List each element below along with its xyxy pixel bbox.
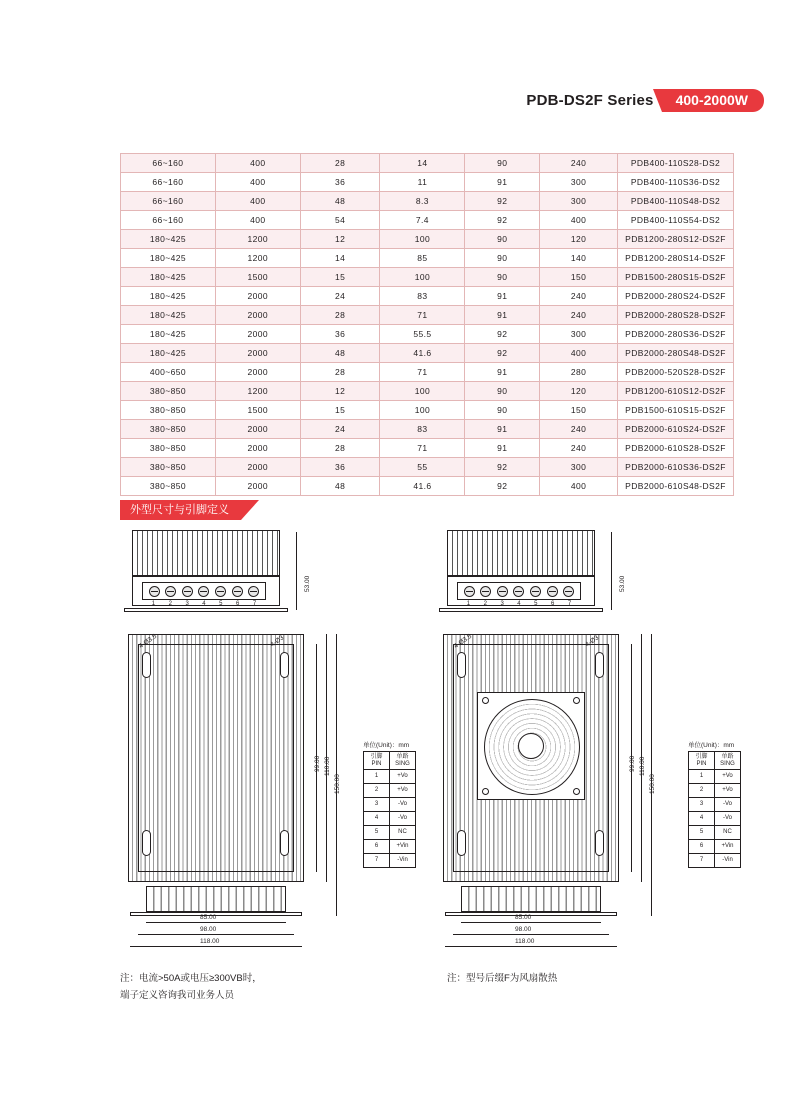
pin-header-signal-cn: 单路 (396, 753, 409, 760)
fan-hub (518, 733, 544, 759)
table-cell: 71 (380, 363, 465, 382)
table-row (121, 230, 734, 249)
table-cell: 71 (380, 439, 465, 458)
table-cell: 15 (300, 401, 380, 420)
table-row (121, 420, 734, 439)
dimension-line (138, 934, 294, 935)
table-row (121, 458, 734, 477)
table-cell: PDB1200-610S12-DS2F (617, 382, 733, 401)
table-cell: 92 (465, 477, 540, 496)
table-cell: 92 (465, 344, 540, 363)
fan-screw-icon (573, 788, 580, 795)
table-cell: 90 (465, 230, 540, 249)
table-cell: 66~160 (121, 154, 216, 173)
pin-cell: 4 (689, 812, 715, 826)
pin-number: 7 (252, 601, 257, 607)
pin-number-row-left (142, 601, 266, 607)
table-cell: 380~850 (121, 382, 216, 401)
pin-header-signal-en: SING (395, 760, 410, 767)
table-cell: PDB400-110S36-DS2 (617, 173, 733, 192)
table-cell: 400 (215, 192, 300, 211)
table-cell: 180~425 (121, 249, 216, 268)
table-cell: 55.5 (380, 325, 465, 344)
dim-height-top-left: 53.00 (304, 575, 311, 592)
table-cell: 12 (300, 230, 380, 249)
terminal-screw-icon (513, 586, 524, 597)
pin-cell: -Vin (390, 854, 416, 868)
fan-screw-icon (482, 697, 489, 704)
pin-header-pin-cn: 引脚 (370, 753, 383, 760)
pin-number: 6 (235, 601, 240, 607)
table-cell: 100 (380, 401, 465, 420)
drawing-left (120, 530, 370, 945)
pin-header-pin (689, 752, 715, 770)
pin-cell: -Vo (390, 812, 416, 826)
table-cell: 400 (540, 211, 618, 230)
pin-cell: +Vin (715, 840, 741, 854)
table-cell: 280 (540, 363, 618, 382)
table-cell: 2000 (215, 420, 300, 439)
table-cell: PDB2000-520S28-DS2F (617, 363, 733, 382)
table-cell: 83 (380, 287, 465, 306)
table-cell: 380~850 (121, 401, 216, 420)
dim-hole-left: 4-Ø3.5 (137, 632, 159, 651)
table-cell: 400 (215, 173, 300, 192)
dimension-line (461, 922, 601, 923)
table-cell: 66~160 (121, 211, 216, 230)
table-cell: 90 (465, 154, 540, 173)
dim-w3-left: 118.00 (200, 938, 220, 945)
top-view-right (435, 530, 625, 622)
table-cell: PDB1200-280S12-DS2F (617, 230, 733, 249)
table-cell: 8.3 (380, 192, 465, 211)
table-row (121, 268, 734, 287)
table-cell: 92 (465, 458, 540, 477)
pin-row (689, 840, 741, 854)
table-cell: 48 (300, 192, 380, 211)
pin-row (364, 826, 416, 840)
unit-label: 单位(Unit)：mm (688, 742, 735, 749)
table-cell: 14 (380, 154, 465, 173)
pin-cell: +Vo (715, 784, 741, 798)
pin-cell: NC (715, 826, 741, 840)
terminal-block (457, 582, 581, 600)
table-cell: PDB1200-280S14-DS2F (617, 249, 733, 268)
mounting-base (124, 608, 288, 612)
table-cell: 400 (215, 154, 300, 173)
table-cell: 240 (540, 287, 618, 306)
pin-cell: 6 (364, 840, 390, 854)
table-row (121, 249, 734, 268)
pin-header-pin (364, 752, 390, 770)
table-cell: 140 (540, 249, 618, 268)
mounting-slot (595, 830, 604, 856)
dim-w2-right: 98.00 (515, 926, 532, 933)
terminal-screw-icon (530, 586, 541, 597)
pin-row (689, 826, 741, 840)
pin-row (364, 784, 416, 798)
table-cell: 2000 (215, 344, 300, 363)
table-row (121, 363, 734, 382)
table-cell: PDB2000-610S28-DS2F (617, 439, 733, 458)
cooling-fan (477, 692, 585, 800)
table-cell: 100 (380, 382, 465, 401)
pin-cell: 6 (689, 840, 715, 854)
heatsink-fins (132, 530, 280, 576)
dim-hole-left: 4-Ø3.5 (452, 632, 474, 651)
pin-row (689, 812, 741, 826)
pin-number: 7 (567, 601, 572, 607)
front-view-right (435, 632, 656, 945)
table-cell: 91 (465, 306, 540, 325)
series-title: PDB-DS2F Series (526, 91, 654, 109)
table-cell: 400 (540, 344, 618, 363)
pin-header-pin-en: PIN (696, 760, 707, 767)
table-cell: 66~160 (121, 192, 216, 211)
table-cell: 240 (540, 439, 618, 458)
pin-cell: 5 (689, 826, 715, 840)
pin-header-pin-en: PIN (371, 760, 382, 767)
table-cell: 180~425 (121, 268, 216, 287)
terminal-screw-icon (480, 586, 491, 597)
table-row (121, 382, 734, 401)
table-cell: 180~425 (121, 230, 216, 249)
note-right: 注：型号后缀F为风扇散热 (447, 973, 558, 984)
pin-definition-table-right (688, 740, 741, 868)
pin-cell: -Vin (715, 854, 741, 868)
mounting-slot (280, 830, 289, 856)
pin-header-signal-cn: 单路 (721, 753, 734, 760)
table-cell: 380~850 (121, 477, 216, 496)
dim-w3-right: 118.00 (515, 938, 535, 945)
pin-number: 1 (466, 601, 471, 607)
terminal-screw-icon (182, 586, 193, 597)
pin-number: 3 (500, 601, 504, 607)
table-cell: 41.6 (380, 477, 465, 496)
table-cell: 380~850 (121, 439, 216, 458)
table-cell: 28 (300, 439, 380, 458)
pin-cell: 7 (689, 854, 715, 868)
table-cell: 14 (300, 249, 380, 268)
table-cell: 48 (300, 477, 380, 496)
table-cell: PDB2000-280S48-DS2F (617, 344, 733, 363)
bottom-terminal-strip (461, 886, 601, 912)
table-row (121, 154, 734, 173)
table-cell: 120 (540, 382, 618, 401)
dimension-line (296, 532, 297, 610)
pin-cell: +Vo (390, 770, 416, 784)
dim-hole-right: 4-Ø3 (269, 634, 286, 649)
table-cell: 180~425 (121, 306, 216, 325)
table-cell: 180~425 (121, 344, 216, 363)
table-cell: 24 (300, 287, 380, 306)
table-cell: PDB400-110S54-DS2 (617, 211, 733, 230)
table-cell: 15 (300, 268, 380, 287)
pin-cell: -Vo (390, 798, 416, 812)
dim-w1-right: 85.00 (515, 914, 532, 921)
table-cell: 2000 (215, 306, 300, 325)
terminal-screw-icon (547, 586, 558, 597)
pin-number: 4 (202, 601, 206, 607)
table-cell: 28 (300, 154, 380, 173)
mounting-slot (280, 652, 289, 678)
table-cell: 400 (215, 211, 300, 230)
table-row (121, 192, 734, 211)
table-row (121, 173, 734, 192)
pin-header-signal-en: SING (720, 760, 735, 767)
top-view-left (120, 530, 310, 622)
pin-cell: 5 (364, 826, 390, 840)
dim-v3-left: 150.00 (334, 774, 341, 794)
table-cell: 91 (465, 287, 540, 306)
dim-v1-left: 99.00 (314, 755, 321, 772)
power-range-badge: 400-2000W (662, 89, 764, 112)
page-header (526, 88, 764, 112)
pin-cell: 4 (364, 812, 390, 826)
table-cell: 100 (380, 268, 465, 287)
pin-number: 5 (219, 601, 223, 607)
pin-number: 4 (517, 601, 521, 607)
table-cell: PDB2000-280S24-DS2F (617, 287, 733, 306)
terminal-screw-icon (149, 586, 160, 597)
table-row (121, 325, 734, 344)
table-cell: 380~850 (121, 420, 216, 439)
table-cell: 400 (540, 477, 618, 496)
table-cell: 24 (300, 420, 380, 439)
section-heading-label: 外型尺寸与引脚定义 (120, 500, 241, 520)
table-cell: 1200 (215, 249, 300, 268)
pin-definition-table-left (363, 740, 416, 868)
pin-cell: NC (390, 826, 416, 840)
table-cell: 2000 (215, 477, 300, 496)
dimension-line (453, 934, 609, 935)
pin-number: 2 (483, 601, 487, 607)
table-row (121, 287, 734, 306)
dimension-line (130, 946, 302, 947)
dim-v1-right: 99.00 (629, 755, 636, 772)
table-cell: 1200 (215, 230, 300, 249)
table-cell: 100 (380, 230, 465, 249)
terminal-block (142, 582, 266, 600)
table-cell: PDB1500-280S15-DS2F (617, 268, 733, 287)
table-cell: 91 (465, 173, 540, 192)
table-row (121, 344, 734, 363)
table-cell: 28 (300, 306, 380, 325)
table-cell: 1500 (215, 268, 300, 287)
pin-number: 6 (550, 601, 555, 607)
pin-row (689, 798, 741, 812)
table-cell: 2000 (215, 363, 300, 382)
table-cell: 180~425 (121, 325, 216, 344)
table-row (121, 211, 734, 230)
table-cell: PDB2000-610S36-DS2F (617, 458, 733, 477)
front-view-left (120, 632, 341, 945)
table-cell: 300 (540, 192, 618, 211)
specification-table (120, 153, 734, 496)
pin-cell: 3 (689, 798, 715, 812)
pin-row (364, 770, 416, 784)
pin-header-signal (390, 752, 416, 770)
dimension-line (146, 922, 286, 923)
terminal-screw-icon (464, 586, 475, 597)
terminal-screw-icon (248, 586, 259, 597)
table-cell: 71 (380, 306, 465, 325)
table-cell: 1500 (215, 401, 300, 420)
pin-number: 1 (151, 601, 156, 607)
table-cell: 91 (465, 420, 540, 439)
pin-cell: 2 (364, 784, 390, 798)
pin-row (689, 854, 741, 868)
dim-height-top-right: 53.00 (619, 575, 626, 592)
dim-w2-left: 98.00 (200, 926, 217, 933)
table-cell: PDB2000-280S28-DS2F (617, 306, 733, 325)
table-cell: 91 (465, 439, 540, 458)
table-row (121, 439, 734, 458)
table-cell: 92 (465, 211, 540, 230)
table-cell: 83 (380, 420, 465, 439)
pin-cell: -Vo (715, 812, 741, 826)
pin-number: 3 (185, 601, 189, 607)
table-cell: PDB2000-280S36-DS2F (617, 325, 733, 344)
table-cell: 36 (300, 325, 380, 344)
unit-label: 单位(Unit)：mm (363, 742, 410, 749)
table-cell: 1200 (215, 382, 300, 401)
pin-cell: 1 (689, 770, 715, 784)
mounting-slot (142, 652, 151, 678)
table-cell: 90 (465, 401, 540, 420)
dim-v3-right: 150.00 (649, 774, 656, 794)
table-cell: 11 (380, 173, 465, 192)
pin-cell: 2 (689, 784, 715, 798)
mounting-slot (142, 830, 151, 856)
table-row (121, 401, 734, 420)
fan-screw-icon (482, 788, 489, 795)
table-cell: 54 (300, 211, 380, 230)
spec-table (120, 153, 734, 496)
dim-w1-left: 85.00 (200, 914, 217, 921)
table-cell: 120 (540, 230, 618, 249)
pin-table (688, 751, 741, 868)
section-heading-dimensions (120, 500, 241, 520)
table-cell: 36 (300, 458, 380, 477)
pin-cell: 3 (364, 798, 390, 812)
table-cell: 85 (380, 249, 465, 268)
pin-row (364, 798, 416, 812)
bottom-terminal-strip (146, 886, 286, 912)
table-cell: 300 (540, 458, 618, 477)
table-cell: 7.4 (380, 211, 465, 230)
pin-row (364, 840, 416, 854)
table-cell: 90 (465, 382, 540, 401)
terminal-screw-icon (497, 586, 508, 597)
pin-row (364, 854, 416, 868)
table-cell: 2000 (215, 325, 300, 344)
pin-header-signal (715, 752, 741, 770)
table-cell: 28 (300, 363, 380, 382)
mounting-slot (595, 652, 604, 678)
dimension-line (445, 946, 617, 947)
pin-row (689, 770, 741, 784)
table-cell: 300 (540, 173, 618, 192)
table-cell: 36 (300, 173, 380, 192)
table-cell: 380~850 (121, 458, 216, 477)
dim-v2-left: 110.00 (324, 756, 331, 776)
pin-cell: +Vo (390, 784, 416, 798)
drawing-right (435, 530, 685, 945)
pin-cell: -Vo (715, 798, 741, 812)
table-cell: PDB400-110S48-DS2 (617, 192, 733, 211)
table-cell: 12 (300, 382, 380, 401)
terminal-screw-icon (215, 586, 226, 597)
pin-cell: 1 (364, 770, 390, 784)
table-row (121, 477, 734, 496)
dim-v2-right: 110.00 (639, 756, 646, 776)
table-cell: PDB2000-610S24-DS2F (617, 420, 733, 439)
table-cell: PDB400-110S28-DS2 (617, 154, 733, 173)
terminal-screw-icon (232, 586, 243, 597)
dimension-line (611, 532, 612, 610)
table-row (121, 306, 734, 325)
pin-row (689, 784, 741, 798)
table-cell: 2000 (215, 439, 300, 458)
dim-hole-right: 4-Ø3 (584, 634, 601, 649)
table-cell: 300 (540, 325, 618, 344)
table-cell: 66~160 (121, 173, 216, 192)
table-cell: 92 (465, 192, 540, 211)
pin-number: 2 (168, 601, 172, 607)
table-cell: 92 (465, 325, 540, 344)
pin-cell: +Vin (390, 840, 416, 854)
pin-header-pin-cn: 引脚 (695, 753, 708, 760)
table-cell: 91 (465, 363, 540, 382)
table-cell: 180~425 (121, 287, 216, 306)
table-cell: 240 (540, 420, 618, 439)
pin-row (364, 812, 416, 826)
table-cell: 90 (465, 249, 540, 268)
table-cell: 55 (380, 458, 465, 477)
table-cell: PDB1500-610S15-DS2F (617, 401, 733, 420)
pin-cell: 7 (364, 854, 390, 868)
fan-screw-icon (573, 697, 580, 704)
table-cell: 2000 (215, 458, 300, 477)
table-cell: 41.6 (380, 344, 465, 363)
pin-table (363, 751, 416, 868)
table-cell: 400~650 (121, 363, 216, 382)
terminal-screw-icon (198, 586, 209, 597)
mounting-slot (457, 830, 466, 856)
terminal-screw-icon (165, 586, 176, 597)
mounting-base (439, 608, 603, 612)
table-cell: 240 (540, 306, 618, 325)
terminal-screw-icon (563, 586, 574, 597)
heatsink-fins (447, 530, 595, 576)
pin-number: 5 (534, 601, 538, 607)
pin-number-row-right (457, 601, 581, 607)
table-cell: 90 (465, 268, 540, 287)
pin-cell: +Vo (715, 770, 741, 784)
note-left: 注：电流>50A或电压≥300VB时， 端子定义咨询我司业务人员 (120, 973, 262, 1001)
table-cell: 150 (540, 268, 618, 287)
table-cell: 150 (540, 401, 618, 420)
table-cell: 48 (300, 344, 380, 363)
table-cell: 240 (540, 154, 618, 173)
mounting-slot (457, 652, 466, 678)
table-cell: PDB2000-610S48-DS2F (617, 477, 733, 496)
chassis-inner-outline (138, 644, 294, 872)
table-cell: 2000 (215, 287, 300, 306)
